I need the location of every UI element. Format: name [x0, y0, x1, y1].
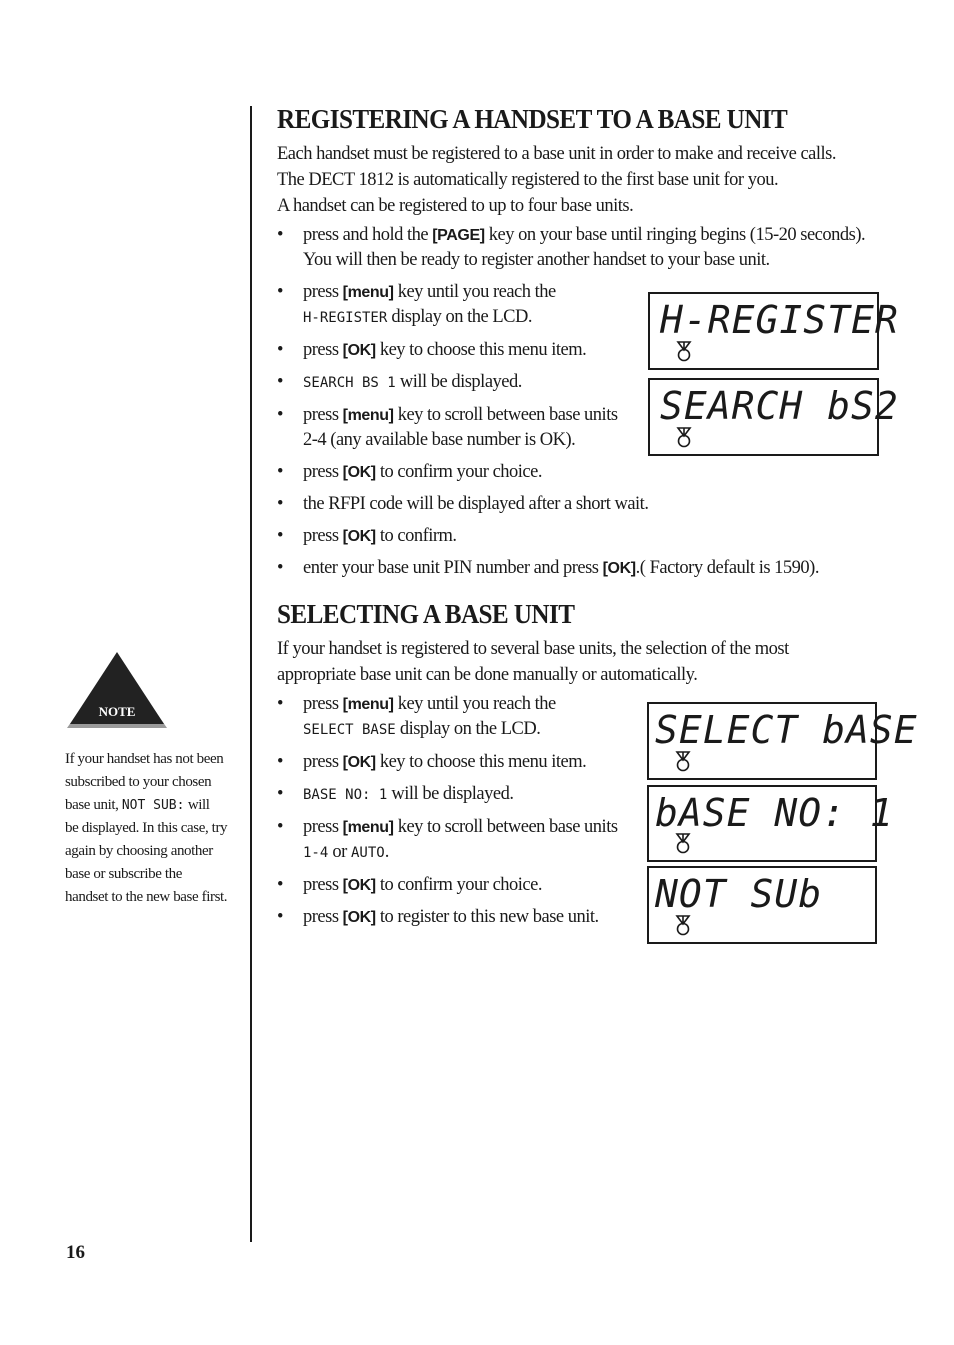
list-item: • press [menu] key until you reach the H-REGISTER display on the LCD. — [277, 280, 897, 331]
ok-key-ref: [OK] — [342, 342, 376, 359]
lcd-text-ref: 1-4 — [303, 845, 329, 861]
ok-key-ref: [OK] — [342, 909, 376, 926]
lcd-display-text: SEARCH bS2 — [660, 384, 899, 428]
lcd-display-text: SELECT bASE — [655, 708, 918, 752]
lcd-text-ref: SEARCH BS 1 — [303, 375, 396, 391]
list-item: • press [OK] to register to this new base unit. — [277, 905, 897, 930]
antenna-icon — [676, 426, 692, 448]
list-item: • press [OK] key to choose this menu item. — [277, 750, 897, 775]
note-label: NOTE — [98, 704, 136, 719]
lcd-text-ref: SELECT BASE — [303, 722, 396, 738]
lcd-text-ref: BASE NO: 1 — [303, 787, 388, 803]
section-title-registering: REGISTERING A HANDSET TO A BASE UNIT — [277, 104, 788, 134]
lcd-text-ref: AUTO — [350, 845, 385, 861]
side-note: If your handset has not been subscribed to your chosen base unit, NOT SUB: will be displayed. In this case, try again by choosing another base or subscribe the handset to the new base first. — [65, 751, 228, 905]
lcd-display-not-sub — [647, 866, 877, 944]
antenna-icon — [676, 340, 692, 362]
lcd-display-text: H-REGISTER — [660, 298, 899, 342]
lcd-display-h-register — [648, 292, 899, 370]
lcd-display-search — [648, 378, 899, 456]
intro-selecting: If your handset is registered to several base units, the selection of the most appropriate base unit can be done manually or automatically. — [277, 639, 789, 685]
ok-key-ref: [OK] — [342, 528, 376, 545]
list-item: • enter your base unit PIN number and press [OK].( Factory default is 1590). — [277, 556, 897, 581]
menu-key-ref: [menu] — [342, 407, 394, 424]
lcd-display-text: bASE NO: 1 — [655, 791, 894, 835]
list-item: • press [OK] to confirm. — [277, 524, 897, 549]
list-item: • press [menu] key to scroll between base units 2-4 (any available base number is OK). — [277, 403, 897, 453]
list-item: • press and hold the [PAGE] key on your base until ringing begins (15-20 seconds). You will then be ready to register another handset to your base unit. — [277, 223, 897, 273]
lcd-display-text: NOT SUb — [655, 872, 823, 916]
list-item: • press [menu] key until you reach the SELECT BASE display on the LCD. — [277, 692, 897, 743]
antenna-icon — [675, 750, 691, 772]
intro-registering: Each handset must be registered to a base unit in order to make and receive calls. The DECT 1812 is automatically registered to the first base unit for you. A handset can be registered to up to four base units. — [277, 144, 836, 216]
ok-key-ref: [OK] — [342, 464, 376, 481]
lcd-text-ref: NOT SUB: — [121, 798, 185, 813]
menu-key-ref: [menu] — [342, 696, 394, 713]
list-item: • press [OK] to confirm your choice. — [277, 460, 897, 485]
lcd-text-ref: H-REGISTER — [303, 310, 388, 326]
antenna-icon — [675, 914, 691, 936]
list-item: • press [OK] key to choose this menu item. — [277, 338, 897, 363]
page-number: 16 — [66, 1242, 85, 1263]
list-item: • BASE NO: 1 will be displayed. — [277, 782, 897, 808]
list-item: • SEARCH BS 1 will be displayed. — [277, 370, 897, 396]
lcd-display-select-base — [647, 702, 918, 780]
ok-key-ref: [OK] — [342, 754, 376, 771]
ok-key-ref: [OK] — [342, 877, 376, 894]
list-item: • the RFPI code will be displayed after a short wait. — [277, 492, 897, 517]
section-title-selecting: SELECTING A BASE UNIT — [277, 599, 575, 629]
page-key-ref: [PAGE] — [432, 227, 485, 244]
ok-key-ref: [OK] — [602, 560, 636, 577]
list-item: • press [menu] key to scroll between base units 1-4 or AUTO. — [277, 815, 897, 866]
antenna-icon — [675, 832, 691, 854]
menu-key-ref: [menu] — [342, 284, 394, 301]
lcd-display-base-no — [647, 785, 894, 862]
list-item: • press [OK] to confirm your choice. — [277, 873, 897, 898]
margin-rule — [250, 106, 252, 1242]
menu-key-ref: [menu] — [342, 819, 394, 836]
